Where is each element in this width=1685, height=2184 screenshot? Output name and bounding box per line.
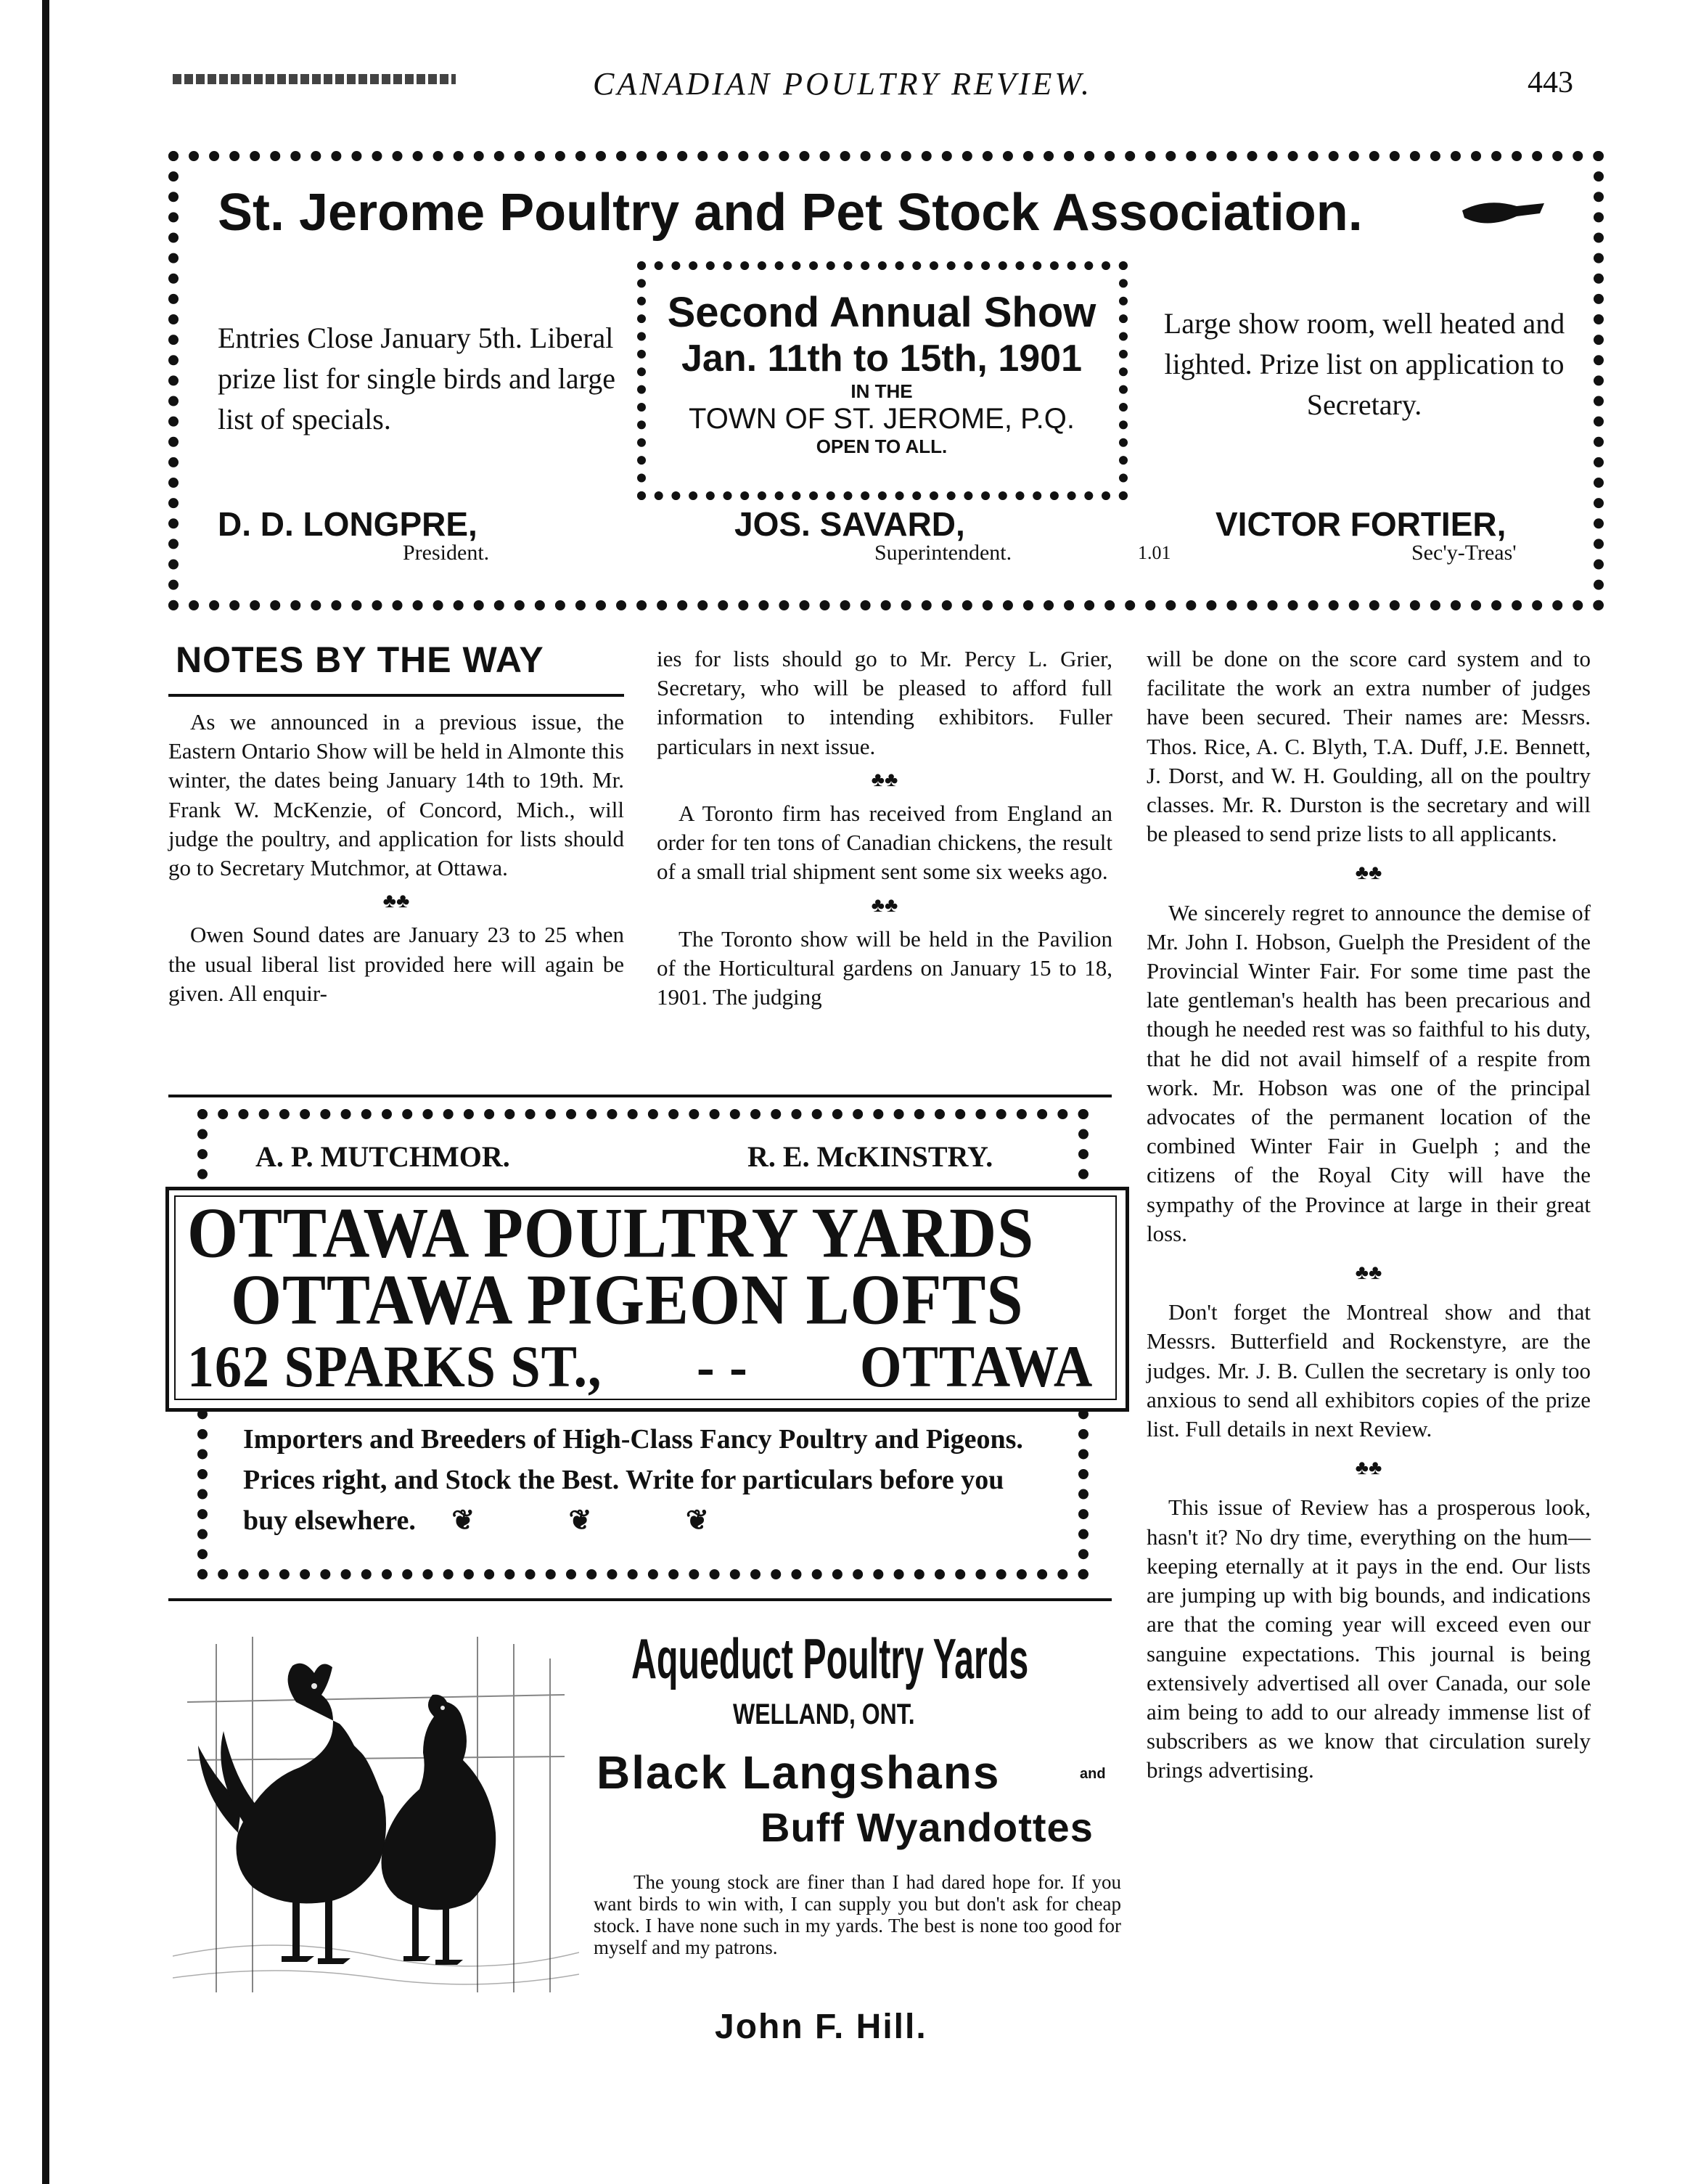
notes-column-2: [657, 645, 1112, 1012]
fleuron-separator: ♣♣: [1355, 1457, 1382, 1480]
fleuron-separator: ♣♣: [871, 893, 898, 917]
note-owen-sound: Owen Sound dates are January 23 to 25 when the usual liberal list provided here will again be given. All enquir-: [168, 922, 624, 1006]
fleuron-separator: ♣♣: [1355, 1261, 1382, 1285]
note-owen-sound-cont: ies for lists should go to Mr. Percy L. Grier, Secretary, who will be pleased to afford full information to intending exhibitors. Fuller particulars in next issue.: [657, 646, 1112, 759]
show-open-to-all: OPEN TO ALL.: [816, 435, 948, 457]
fleuron-separator: ♣♣: [382, 890, 410, 913]
ottawa-owner-right: R. E. McKINSTRY.: [747, 1140, 993, 1173]
secretary-title: Sec'y-Treas': [1411, 541, 1517, 565]
show-dates: Jan. 11th to 15th, 1901: [681, 338, 1083, 380]
note-toronto-judging-cont: will be done on the score card system and to facilitate the work an extra number of judges have been secured. Their names are: Messrs. Thos. Rice, A. C. Blyth, T.A. Duff, J.E. Bennett, J. Dorst, and W. H. Goulding, all on the poultry classes. Mr. R. Durston is the secretary and will be pleased to send prize lists to all applicants.: [1147, 646, 1591, 847]
rooster-and-hen-illustration: [173, 1615, 579, 2021]
note-montreal-show: Don't forget the Montreal show and that Messrs. Butterfield and Rockenstyre, are the judges. Mr. J. B. Cullen the secretary is only too anxious to send all exhibitors copies of the prize list. Full details in next Review.: [1147, 1299, 1591, 1442]
ottawa-poultry-yards-headline: OTTAWA POULTRY YARDS: [187, 1193, 1035, 1273]
president-name: D. D. LONGPRE,: [218, 505, 477, 543]
pointing-hand-icon: [1459, 196, 1546, 232]
superintendent-name: JOS. SAVARD,: [734, 505, 965, 543]
section-rule: [168, 1095, 1112, 1097]
notes-column-1: [168, 708, 624, 1008]
breed-buff-wyandottes: Buff Wyandottes: [760, 1804, 1094, 1850]
secretary-name: VICTOR FORTIER,: [1215, 505, 1506, 543]
ad-code: 1.01: [1138, 542, 1171, 563]
president-title: President.: [403, 541, 490, 565]
page-spine-edge: [42, 0, 49, 2184]
note-hobson-obituary: We sincerely regret to announce the demise of Mr. John I. Hobson, Guelph the President of the Provincial Winter Fair. For some time past the late gentleman's health has been precarious and though he needed rest was so faithful to his duty, that he did not avail himself of a respite from work. Mr. Hobson was one of the principal advocates of the permanent location of the combined Winter Fair in Guelph ; and the citizens of the Royal City will have the sympathy of the Province at large in their great loss.: [1147, 899, 1591, 1246]
st-jerome-entries-text: Entries Close January 5th. Liberal prize list for single birds and large list of specials.: [218, 322, 616, 435]
ottawa-pigeon-lofts-headline: OTTAWA PIGEON LOFTS: [231, 1260, 1024, 1340]
notes-heading-rule: [168, 694, 624, 697]
notes-heading: NOTES BY THE WAY: [176, 639, 544, 680]
aqueduct-ad-body: The young stock are finer than I had dared hope for. If you want birds to win with, I can supply you but don't ask for cheap stock. I have none such in my yards. The best is none too good for myself and my patrons.: [594, 1871, 1121, 1958]
superintendent-title: Superintendent.: [874, 541, 1012, 565]
show-in-the: IN THE: [850, 380, 913, 402]
note-eastern-ontario: As we announced in a previous issue, the Eastern Ontario Show will be held in Almonte this winter, the dates being January 14th to 19th. Mr. Frank W. McKenzie, of Concord, Mich., will judge the poultry, and application for lists should go to Secretary Mutchmor, at Ottawa.: [168, 709, 624, 881]
fleuron-separator: ♣♣: [1355, 862, 1382, 885]
ornament-icons: ❦ ❦ ❦: [451, 1505, 753, 1536]
note-toronto-show: The Toronto show will be held in the Pavilion of the Horticultural gardens on January 15 to 18, 1901. The judging: [657, 925, 1112, 1010]
ottawa-ad-body-text: Importers and Breeders of High-Class Fancy Poultry and Pigeons. Prices right, and Stock the Best. Write for particulars before you buy elsewhere.: [243, 1424, 1023, 1536]
ottawa-address-street: 162 SPARKS ST.,: [187, 1334, 602, 1400]
st-jerome-ad-title: St. Jerome Poultry and Pet Stock Association.: [218, 184, 1363, 242]
show-town: TOWN OF ST. JEROME, P.Q.: [689, 403, 1075, 435]
show-name: Second Annual Show: [667, 289, 1096, 336]
st-jerome-showroom-text: Large show room, well heated and lighted. Prize list on application to Secretary.: [1163, 307, 1565, 421]
show-dates-block: [657, 289, 1107, 458]
section-rule: [168, 1598, 1112, 1601]
ottawa-owner-left: A. P. MUTCHMOR.: [255, 1140, 510, 1173]
ottawa-address-dashes: - -: [697, 1334, 748, 1400]
ottawa-ad-body: [243, 1419, 1041, 1541]
aqueduct-ad-title: Aqueduct Poultry Yards: [631, 1627, 1029, 1690]
running-header-title: CANADIAN POULTRY REVIEW.: [593, 66, 1092, 102]
page-number: 443: [1528, 66, 1573, 99]
note-toronto-firm: A Toronto firm has received from England an order for ten tons of Canadian chickens, the result of a small trial shipment sent some six weeks ago.: [657, 801, 1112, 885]
breed-black-langshans: Black Langshans: [596, 1746, 1001, 1799]
fleuron-separator: ♣♣: [871, 768, 898, 791]
aqueduct-location: WELLAND, ONT.: [733, 1698, 915, 1730]
aqueduct-signature: John F. Hill.: [715, 2008, 927, 2046]
note-review-prosperous: This issue of Review has a prosperous look, hasn't it? No dry time, everything on the hum—keeping eternally at it pays in the end. Our lists are jumping up with big bounds, and indications are that the coming year will exceed even our sanguine expectations. This journal is being extensively advertised all over Canada, our sole aim being to add to our already immense list of subscribers as we know that circulation surely brings advertising.: [1147, 1494, 1591, 1783]
ottawa-address-city: OTTAWA: [860, 1334, 1094, 1400]
breed-and: and: [1080, 1766, 1106, 1782]
notes-column-3: [1147, 645, 1591, 1786]
